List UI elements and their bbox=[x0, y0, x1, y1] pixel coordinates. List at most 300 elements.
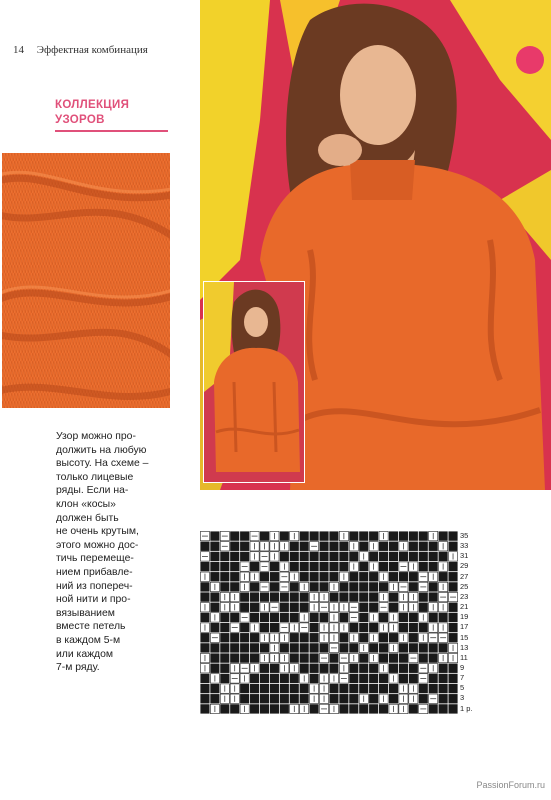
chart-cell bbox=[210, 572, 219, 581]
chart-cell bbox=[290, 562, 299, 571]
chart-cell bbox=[250, 684, 259, 693]
chart-cell bbox=[369, 664, 378, 673]
chart-cell bbox=[379, 633, 388, 642]
chart-cell bbox=[399, 674, 408, 683]
chart-cell bbox=[448, 542, 457, 551]
chart-row-number: 21 bbox=[460, 602, 469, 612]
chart-cell bbox=[240, 531, 249, 540]
chart-cell bbox=[210, 694, 219, 703]
chart-cell bbox=[369, 643, 378, 652]
chart-cell bbox=[319, 562, 328, 571]
chart-cell bbox=[290, 592, 299, 601]
chart-cell bbox=[210, 623, 219, 632]
chart-cell bbox=[200, 694, 209, 703]
chart-cell bbox=[359, 623, 368, 632]
chart-cell bbox=[300, 531, 309, 540]
chart-cell bbox=[280, 531, 289, 540]
chart-cell bbox=[200, 674, 209, 683]
chart-cell bbox=[339, 582, 348, 591]
chart-row-numbers bbox=[460, 531, 490, 731]
page-number: 14 bbox=[13, 44, 24, 56]
chart-cell bbox=[300, 643, 309, 652]
chart-cell bbox=[419, 592, 428, 601]
chart-row-number: 15 bbox=[460, 632, 469, 642]
chart-cell bbox=[419, 603, 428, 612]
chart-cell bbox=[250, 653, 259, 662]
chart-cell bbox=[270, 592, 279, 601]
chart-cell bbox=[369, 623, 378, 632]
chart-cell bbox=[319, 552, 328, 561]
chart-cell bbox=[319, 582, 328, 591]
chart-cell bbox=[310, 531, 319, 540]
chart-cell bbox=[220, 552, 229, 561]
chart-cell bbox=[200, 582, 209, 591]
description-line: не очень крутым, bbox=[56, 526, 139, 538]
chart-cell bbox=[409, 633, 418, 642]
chart-cell bbox=[379, 704, 388, 713]
chart-cell bbox=[310, 674, 319, 683]
chart-cell bbox=[240, 603, 249, 612]
chart-cell bbox=[300, 664, 309, 673]
chart-cell bbox=[280, 674, 289, 683]
chart-cell bbox=[280, 684, 289, 693]
chart-row-number: 35 bbox=[460, 531, 469, 540]
chart-cell bbox=[389, 552, 398, 561]
knitting-chart bbox=[200, 531, 458, 714]
chart-cell bbox=[379, 674, 388, 683]
chart-cell bbox=[280, 592, 289, 601]
chart-cell bbox=[389, 562, 398, 571]
chart-cell bbox=[250, 562, 259, 571]
chart-cell bbox=[310, 562, 319, 571]
chart-cell bbox=[369, 531, 378, 540]
chart-cell bbox=[310, 613, 319, 622]
chart-cell bbox=[310, 664, 319, 673]
heading-underline bbox=[55, 130, 168, 132]
chart-cell bbox=[439, 613, 448, 622]
chart-cell bbox=[399, 643, 408, 652]
chart-cell bbox=[359, 582, 368, 591]
description-line: должен быть bbox=[56, 512, 119, 524]
chart-cell bbox=[429, 592, 438, 601]
chart-cell bbox=[369, 694, 378, 703]
description-line: ний из попереч- bbox=[56, 580, 133, 592]
chart-cell bbox=[389, 603, 398, 612]
chart-cell bbox=[300, 562, 309, 571]
chart-cell bbox=[409, 531, 418, 540]
chart-cell bbox=[230, 633, 239, 642]
chart-cell bbox=[240, 633, 249, 642]
chart-cell bbox=[290, 552, 299, 561]
chart-row-number: 29 bbox=[460, 561, 469, 571]
chart-cell bbox=[220, 664, 229, 673]
chart-cell bbox=[220, 674, 229, 683]
chart-row-number: 11 bbox=[460, 652, 468, 662]
chart-cell bbox=[310, 643, 319, 652]
chart-cell bbox=[339, 592, 348, 601]
description-line: вместе петель bbox=[56, 621, 126, 633]
chart-cell bbox=[339, 643, 348, 652]
chart-cell bbox=[439, 684, 448, 693]
chart-cell bbox=[260, 572, 269, 581]
chart-cell bbox=[240, 552, 249, 561]
chart-cell bbox=[290, 613, 299, 622]
chart-cell bbox=[310, 633, 319, 642]
chart-cell bbox=[329, 664, 338, 673]
chart-cell bbox=[429, 704, 438, 713]
chart-cell bbox=[260, 694, 269, 703]
description-line: клон «косы» bbox=[56, 498, 116, 510]
chart-cell bbox=[230, 531, 239, 540]
chart-cell bbox=[290, 603, 299, 612]
description-line: в каждом 5-м bbox=[56, 634, 121, 646]
description-line: этого можно дос- bbox=[56, 539, 139, 551]
chart-cell bbox=[389, 653, 398, 662]
chart-cell bbox=[280, 694, 289, 703]
chart-cell bbox=[359, 704, 368, 713]
chart-cell bbox=[448, 694, 457, 703]
chart-cell bbox=[349, 704, 358, 713]
chart-cell bbox=[339, 613, 348, 622]
chart-cell bbox=[270, 664, 279, 673]
chart-cell bbox=[270, 684, 279, 693]
chart-cell bbox=[240, 684, 249, 693]
chart-cell bbox=[369, 552, 378, 561]
chart-cell bbox=[448, 674, 457, 683]
chart-row-number: 7 bbox=[460, 673, 465, 683]
chart-cell bbox=[210, 664, 219, 673]
chart-cell bbox=[359, 653, 368, 662]
chart-cell bbox=[310, 582, 319, 591]
chart-cell bbox=[399, 653, 408, 662]
chart-cell bbox=[409, 552, 418, 561]
chart-cell bbox=[200, 542, 209, 551]
chart-cell bbox=[230, 582, 239, 591]
chart-cell bbox=[240, 694, 249, 703]
chart-cell bbox=[300, 653, 309, 662]
chart-cell bbox=[399, 572, 408, 581]
chart-cell bbox=[200, 633, 209, 642]
chart-cell bbox=[329, 592, 338, 601]
chart-row-number: 27 bbox=[460, 571, 469, 581]
chart-cell bbox=[250, 674, 259, 683]
chart-cell bbox=[329, 531, 338, 540]
chart-cell bbox=[379, 582, 388, 591]
chart-cell bbox=[369, 704, 378, 713]
chart-cell bbox=[290, 643, 299, 652]
chart-cell bbox=[240, 542, 249, 551]
description-line: или каждом bbox=[56, 648, 114, 660]
chart-cell bbox=[250, 592, 259, 601]
chart-cell bbox=[310, 572, 319, 581]
chart-cell bbox=[409, 572, 418, 581]
chart-cell bbox=[230, 562, 239, 571]
description-line: Узор можно про- bbox=[56, 431, 136, 442]
chart-cell bbox=[230, 704, 239, 713]
chart-row-number: 33 bbox=[460, 541, 469, 551]
chart-cell bbox=[379, 562, 388, 571]
chart-cell bbox=[448, 613, 457, 622]
chart-cell bbox=[260, 613, 269, 622]
collection-heading bbox=[55, 98, 170, 128]
chart-cell bbox=[240, 653, 249, 662]
chart-cell bbox=[359, 531, 368, 540]
chart-cell bbox=[270, 613, 279, 622]
chart-cell bbox=[280, 704, 289, 713]
chart-cell bbox=[389, 633, 398, 642]
chart-cell bbox=[349, 684, 358, 693]
chart-cell bbox=[339, 562, 348, 571]
chart-cell bbox=[409, 623, 418, 632]
chart-cell bbox=[270, 623, 279, 632]
chart-cell bbox=[389, 684, 398, 693]
chart-row-number: 25 bbox=[460, 581, 469, 591]
chart-cell bbox=[300, 684, 309, 693]
chart-cell bbox=[319, 572, 328, 581]
chart-cell bbox=[439, 531, 448, 540]
chart-cell bbox=[389, 531, 398, 540]
chart-cell bbox=[419, 643, 428, 652]
chart-cell bbox=[389, 592, 398, 601]
chart-cell bbox=[220, 704, 229, 713]
chart-cell bbox=[319, 643, 328, 652]
chart-cell bbox=[379, 653, 388, 662]
chart-cell bbox=[280, 613, 289, 622]
chart-cell bbox=[329, 542, 338, 551]
description-line: должить на любую bbox=[56, 444, 147, 456]
chart-cell bbox=[290, 582, 299, 591]
chart-cell bbox=[389, 572, 398, 581]
chart-cell bbox=[448, 704, 457, 713]
chart-cell bbox=[339, 552, 348, 561]
chart-cell bbox=[349, 582, 358, 591]
chart-cell bbox=[260, 623, 269, 632]
chart-row-number: 5 bbox=[460, 683, 465, 693]
chart-cell bbox=[448, 633, 457, 642]
chart-cell bbox=[399, 664, 408, 673]
chart-cell bbox=[240, 643, 249, 652]
chart-cell bbox=[339, 694, 348, 703]
chart-cell bbox=[210, 603, 219, 612]
chart-cell bbox=[429, 643, 438, 652]
chart-cell bbox=[250, 643, 259, 652]
chart-cell bbox=[200, 704, 209, 713]
chart-cell bbox=[349, 531, 358, 540]
knit-swatch-photo bbox=[2, 153, 170, 408]
chart-cell bbox=[230, 653, 239, 662]
chart-cell bbox=[419, 684, 428, 693]
chart-cell bbox=[280, 603, 289, 612]
chart-cell bbox=[260, 531, 269, 540]
chart-cell bbox=[448, 623, 457, 632]
chart-row-number: 13 bbox=[460, 642, 469, 652]
chart-cell bbox=[329, 562, 338, 571]
chart-cell bbox=[379, 552, 388, 561]
chart-cell bbox=[210, 562, 219, 571]
chart-cell bbox=[300, 633, 309, 642]
chart-cell bbox=[448, 572, 457, 581]
chart-cell bbox=[200, 643, 209, 652]
chart-cell bbox=[260, 592, 269, 601]
chart-cell bbox=[399, 623, 408, 632]
chart-cell bbox=[429, 552, 438, 561]
chart-cell bbox=[369, 684, 378, 693]
chart-cell bbox=[270, 572, 279, 581]
chart-cell bbox=[349, 623, 358, 632]
collection-heading-line1: КОЛЛЕКЦИЯ bbox=[55, 99, 130, 111]
chart-cell bbox=[260, 684, 269, 693]
description-line: высоту. На схеме – bbox=[56, 458, 149, 470]
chart-cell bbox=[349, 643, 358, 652]
chart-cell bbox=[290, 542, 299, 551]
chart-cell bbox=[230, 542, 239, 551]
chart-cell bbox=[339, 542, 348, 551]
chart-cell bbox=[359, 674, 368, 683]
chart-cell bbox=[409, 643, 418, 652]
chart-cell bbox=[310, 704, 319, 713]
chart-cell bbox=[220, 613, 229, 622]
chart-cell bbox=[419, 542, 428, 551]
chart-cell bbox=[319, 531, 328, 540]
site-watermark: PassionForum.ru bbox=[476, 780, 545, 790]
chart-cell bbox=[409, 674, 418, 683]
chart-cell bbox=[359, 684, 368, 693]
chart-cell bbox=[280, 552, 289, 561]
chart-cell bbox=[310, 623, 319, 632]
chart-cell bbox=[429, 613, 438, 622]
chart-cell bbox=[280, 643, 289, 652]
chart-cell bbox=[329, 572, 338, 581]
chart-cell bbox=[319, 664, 328, 673]
chart-cell bbox=[379, 643, 388, 652]
chart-cell bbox=[230, 643, 239, 652]
chart-cell bbox=[439, 694, 448, 703]
chart-cell bbox=[240, 623, 249, 632]
chart-cell bbox=[359, 562, 368, 571]
chart-cell bbox=[290, 674, 299, 683]
chart-cell bbox=[290, 633, 299, 642]
chart-cell bbox=[359, 664, 368, 673]
chart-cell bbox=[210, 592, 219, 601]
chart-cell bbox=[220, 633, 229, 642]
chart-cell bbox=[300, 603, 309, 612]
chart-row-number: 1 р. bbox=[460, 703, 473, 713]
chart-cell bbox=[448, 684, 457, 693]
chart-cell bbox=[200, 684, 209, 693]
chart-cell bbox=[349, 552, 358, 561]
chart-cell bbox=[439, 674, 448, 683]
chart-row-number: 17 bbox=[460, 622, 469, 632]
chart-cell bbox=[260, 643, 269, 652]
chart-cell bbox=[349, 592, 358, 601]
description-line: 7-м ряду. bbox=[56, 662, 100, 674]
description-line: ной нити и про- bbox=[56, 594, 131, 606]
chart-cell bbox=[300, 572, 309, 581]
chart-cell bbox=[210, 552, 219, 561]
chart-cell bbox=[329, 684, 338, 693]
chart-cell bbox=[399, 613, 408, 622]
chart-cell bbox=[210, 643, 219, 652]
chart-cell bbox=[349, 694, 358, 703]
chart-cell bbox=[439, 704, 448, 713]
chart-cell bbox=[319, 613, 328, 622]
chart-cell bbox=[419, 552, 428, 561]
chart-cell bbox=[200, 613, 209, 622]
description-line: нием прибавле- bbox=[56, 566, 133, 578]
chart-cell bbox=[220, 582, 229, 591]
chart-cell bbox=[260, 704, 269, 713]
pattern-description bbox=[56, 430, 196, 675]
description-line: вязыванием bbox=[56, 607, 115, 619]
chart-cell bbox=[250, 704, 259, 713]
chart-cell bbox=[399, 552, 408, 561]
chart-cell bbox=[419, 562, 428, 571]
chart-cell bbox=[230, 613, 239, 622]
chart-cell bbox=[270, 704, 279, 713]
section-title: Эффектная комбинация bbox=[36, 44, 148, 56]
chart-cell bbox=[359, 572, 368, 581]
chart-row-number: 3 bbox=[460, 693, 465, 703]
chart-cell bbox=[429, 562, 438, 571]
chart-cell bbox=[290, 653, 299, 662]
chart-cell bbox=[369, 582, 378, 591]
collection-heading-line2: УЗОРОВ bbox=[55, 114, 105, 126]
chart-cell bbox=[300, 592, 309, 601]
chart-row-number: 19 bbox=[460, 612, 469, 622]
chart-cell bbox=[448, 603, 457, 612]
chart-cell bbox=[359, 592, 368, 601]
chart-cell bbox=[448, 582, 457, 591]
chart-cell bbox=[429, 542, 438, 551]
chart-cell bbox=[439, 572, 448, 581]
chart-cell bbox=[339, 633, 348, 642]
chart-cell bbox=[310, 552, 319, 561]
chart-cell bbox=[250, 694, 259, 703]
chart-cell bbox=[300, 552, 309, 561]
chart-cell bbox=[379, 542, 388, 551]
chart-cell bbox=[429, 582, 438, 591]
chart-cell bbox=[260, 664, 269, 673]
chart-cell bbox=[448, 562, 457, 571]
chart-row-number: 9 bbox=[460, 662, 465, 672]
chart-cell bbox=[220, 643, 229, 652]
chart-cell bbox=[349, 572, 358, 581]
chart-cell bbox=[359, 542, 368, 551]
chart-cell bbox=[200, 592, 209, 601]
chart-cell bbox=[270, 694, 279, 703]
chart-cell bbox=[319, 542, 328, 551]
chart-cell bbox=[409, 542, 418, 551]
chart-cell bbox=[220, 572, 229, 581]
chart-row-number: 23 bbox=[460, 591, 469, 601]
chart-cell bbox=[389, 664, 398, 673]
chart-cell bbox=[260, 674, 269, 683]
chart-cell bbox=[210, 542, 219, 551]
chart-cell bbox=[300, 542, 309, 551]
chart-cell bbox=[240, 592, 249, 601]
chart-cell bbox=[210, 531, 219, 540]
chart-cell bbox=[349, 674, 358, 683]
chart-cell bbox=[300, 694, 309, 703]
chart-cell bbox=[270, 582, 279, 591]
chart-cell bbox=[250, 613, 259, 622]
chart-cell bbox=[270, 674, 279, 683]
chart-cell bbox=[359, 633, 368, 642]
chart-cell bbox=[409, 704, 418, 713]
description-line: только лицевые bbox=[56, 471, 134, 483]
chart-cell bbox=[369, 674, 378, 683]
chart-cell bbox=[369, 603, 378, 612]
